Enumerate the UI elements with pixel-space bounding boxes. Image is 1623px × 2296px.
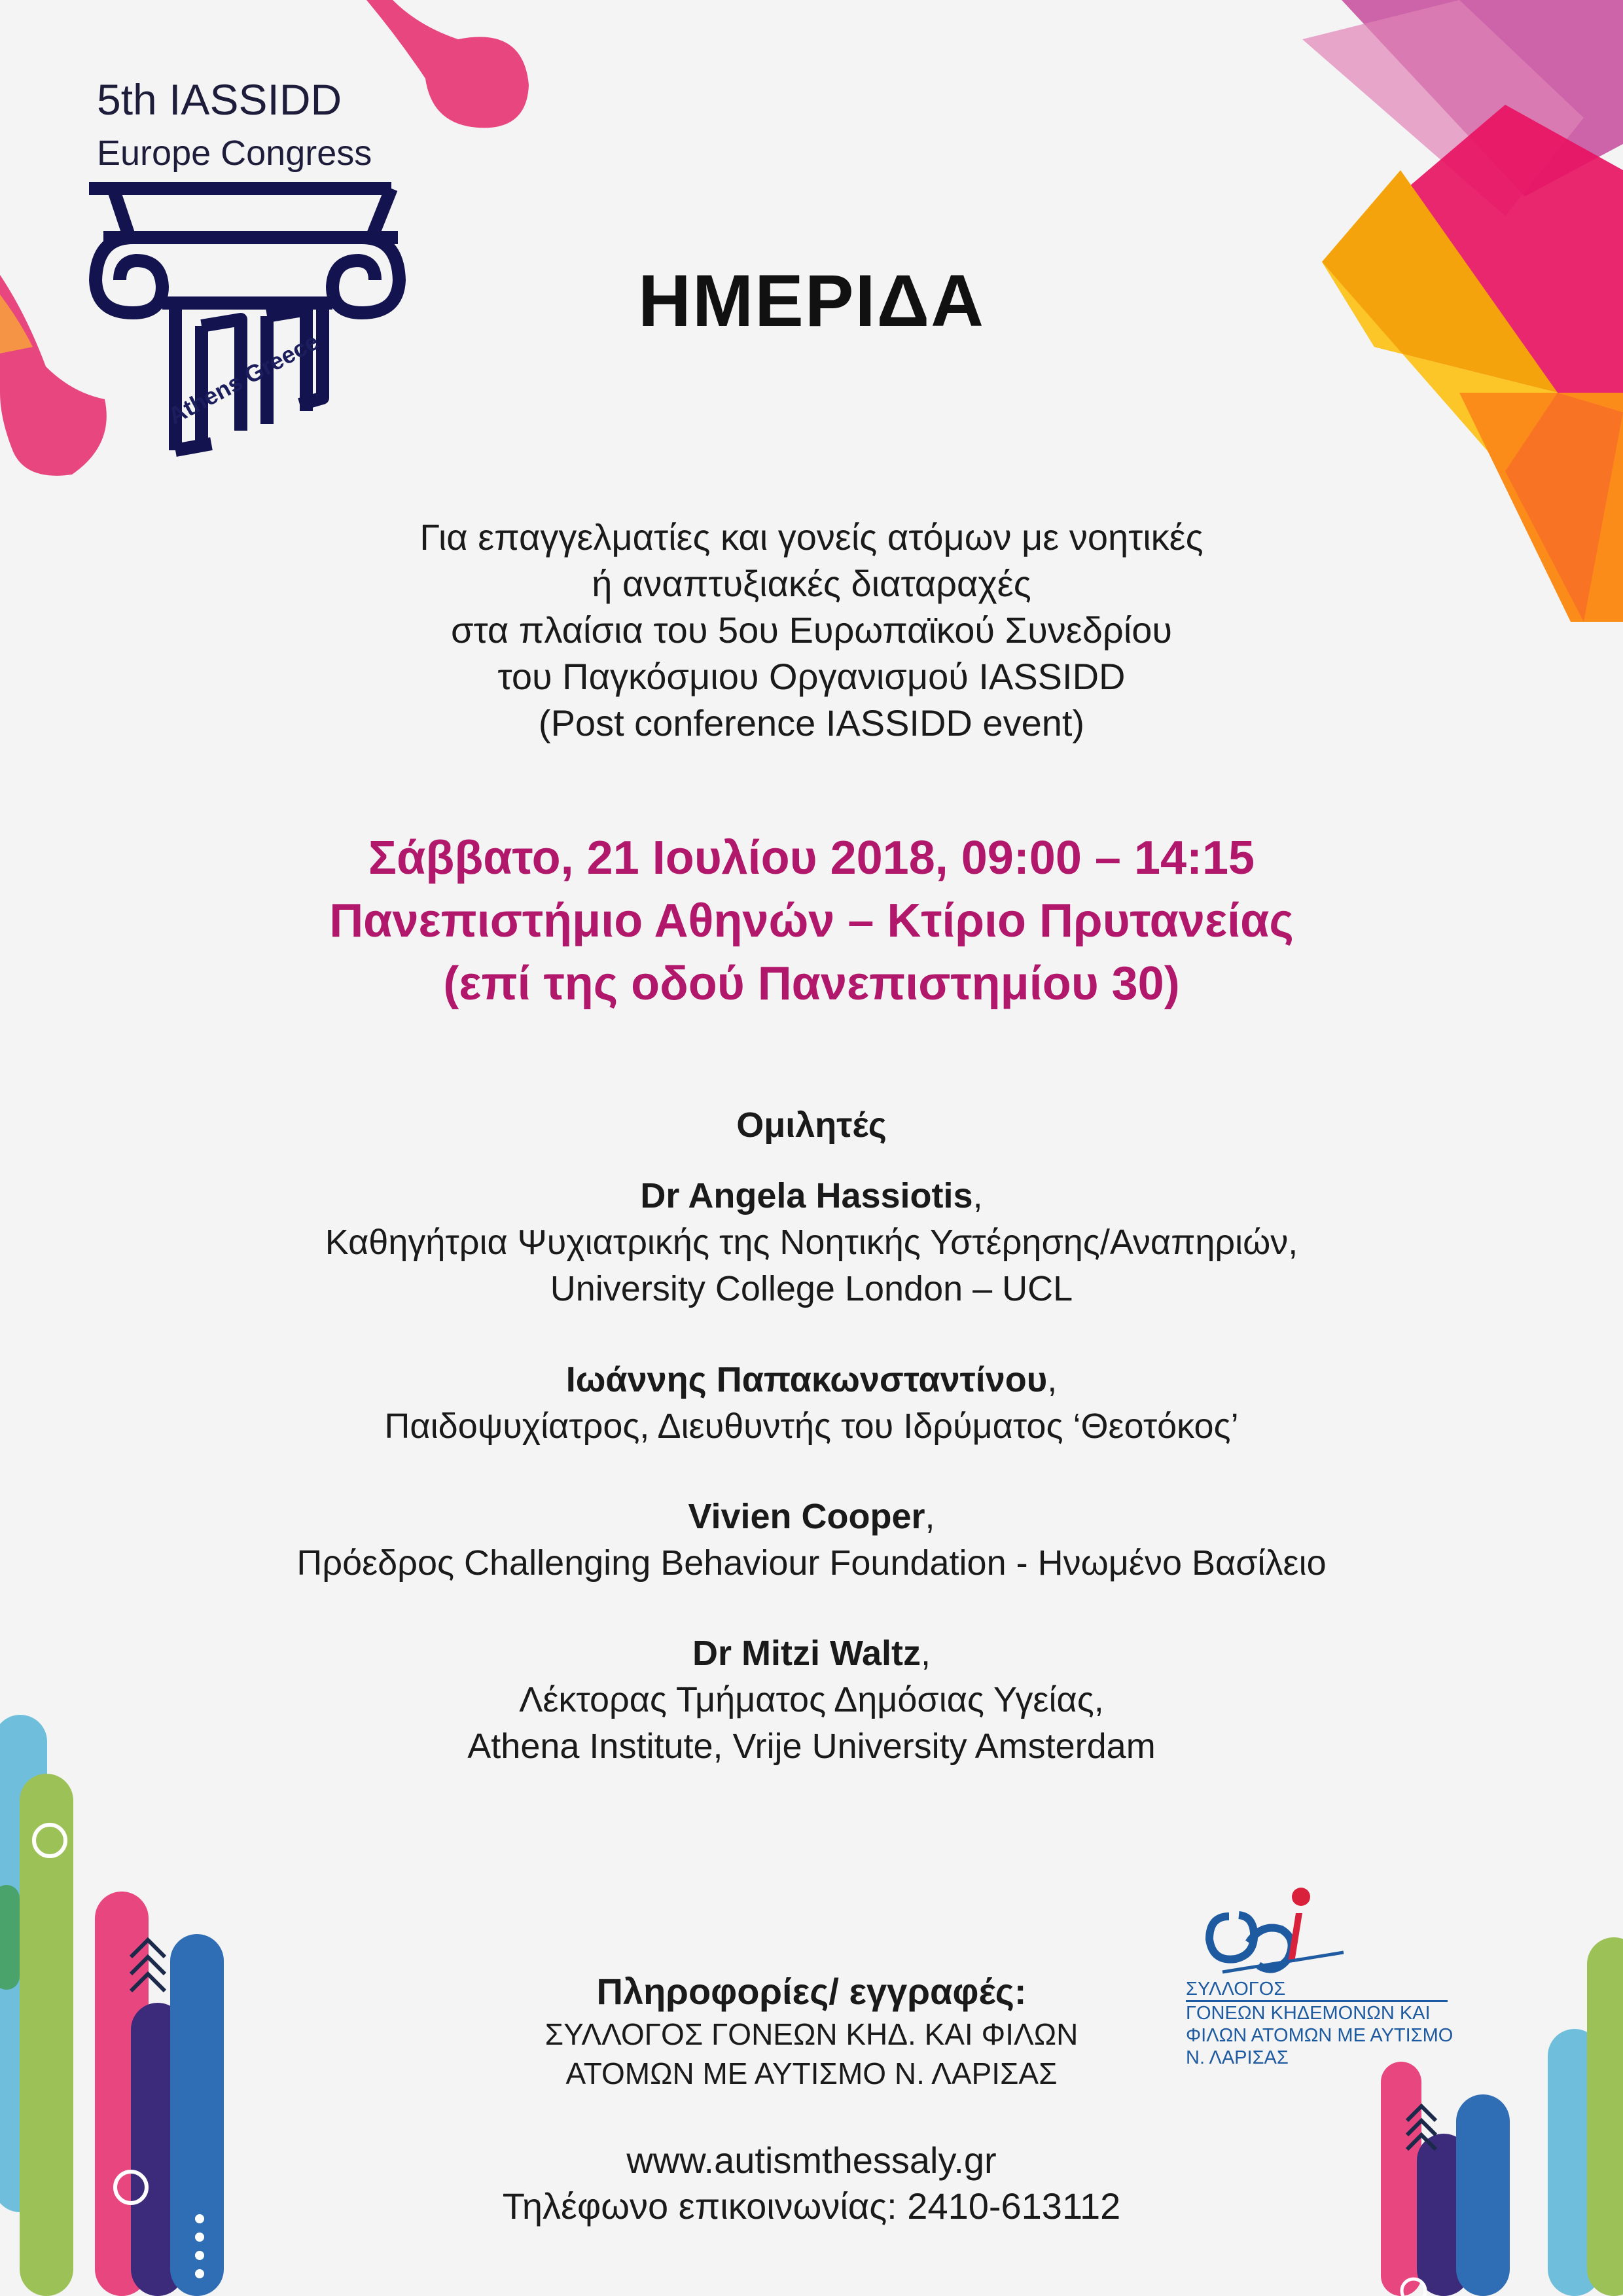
contact-section xyxy=(497,1969,1126,2229)
speaker-entry: Dr Angela Hassiotis, Καθηγήτρια Ψυχιατρικής της Νοητικής Υστέρησης/Αναπηριών, University College London – UCL xyxy=(0,1173,1623,1312)
intro-line: Για επαγγελματίες και γονείς ατόμων με νοητικές xyxy=(419,516,1204,558)
speakers-heading: Ομιλητές xyxy=(736,1105,887,1145)
logo-athens-greece: Athens Greece xyxy=(164,327,323,430)
speaker-name: Ιωάννης Παπακωνσταντίνου xyxy=(565,1360,1048,1399)
association-logo-line: ΣΥΛΛΟΓΟΣ xyxy=(1186,1978,1448,2002)
association-logo-line: ΦΙΛΩΝ ΑΤΟΜΩΝ ΜΕ ΑΥΤΙΣΜΟ xyxy=(1186,2025,1454,2046)
contact-org-line: ΑΤΟΜΩΝ ΜΕ ΑΥΤΙΣΜΟ Ν. ΛΑΡΙΣΑΣ xyxy=(565,2056,1058,2090)
event-address: (επί της οδού Πανεπιστημίου 30) xyxy=(443,958,1180,1010)
event-venue: Πανεπιστήμιο Αθηνών – Κτίριο Πρυτανείας xyxy=(329,895,1294,947)
association-logo-line: Ν. ΛΑΡΙΣΑΣ xyxy=(1186,2047,1289,2068)
contact-heading: Πληροφορίες/ εγγραφές: xyxy=(596,1971,1027,2012)
speaker-name: Dr Angela Hassiotis xyxy=(640,1176,973,1215)
speaker-detail: Παιδοψυχίατρος, Διευθυντής του Ιδρύματος ‘Θεοτόκος’ xyxy=(384,1407,1239,1446)
intro-line: στα πλαίσια του 5ου Ευρωπαϊκού Συνεδρίου xyxy=(450,609,1172,651)
speaker-entry: Dr Mitzi Waltz, Λέκτορας Τμήματος Δημόσιας Υγείας, Athena Institute, Vrije University Amsterdam xyxy=(0,1630,1623,1770)
contact-website-link[interactable]: www.autismthessaly.gr xyxy=(626,2140,997,2181)
speaker-entry: Vivien Cooper, Πρόεδρος Challenging Behaviour Foundation - Ηνωμένο Βασίλειο xyxy=(0,1494,1623,1587)
association-logo-line: ΓΟΝΕΩΝ ΚΗΔΕΜΟΝΩΝ ΚΑΙ xyxy=(1186,2003,1431,2024)
autism-association-logo-icon xyxy=(1183,1877,1380,1982)
speaker-detail: University College London – UCL xyxy=(550,1269,1073,1308)
speaker-name: Vivien Cooper xyxy=(688,1497,925,1536)
speaker-name: Dr Mitzi Waltz xyxy=(692,1634,921,1673)
logo-subtitle: Europe Congress xyxy=(97,134,372,173)
contact-org-line: ΣΥΛΛΟΓΟΣ ΓΟΝΕΩΝ ΚΗΔ. ΚΑΙ ΦΙΛΩΝ xyxy=(544,2017,1079,2051)
speaker-detail: Πρόεδρος Challenging Behaviour Foundation - Ηνωμένο Βασίλειο xyxy=(296,1543,1327,1583)
intro-line: ή αναπτυξιακές διαταραχές xyxy=(592,563,1031,604)
intro-line: του Παγκόσμιου Οργανισμού IASSIDD xyxy=(497,656,1126,697)
intro-line: (Post conference IASSIDD event) xyxy=(538,702,1085,744)
contact-phone: Τηλέφωνο επικοινωνίας: 2410-613112 xyxy=(502,2185,1121,2227)
event-date-time: Σάββατο, 21 Ιουλίου 2018, 09:00 – 14:15 xyxy=(368,832,1255,884)
association-logo-text xyxy=(1186,1978,1453,2069)
speaker-detail: Καθηγήτρια Ψυχιατρικής της Νοητικής Υστέρησης/Αναπηριών, xyxy=(325,1223,1298,1262)
speaker-detail: Athena Institute, Vrije University Amsterdam xyxy=(467,1727,1156,1766)
event-title: ΗΜΕΡΙΔΑ xyxy=(637,260,986,342)
speaker-detail: Λέκτορας Τμήματος Δημόσιας Υγείας, xyxy=(519,1680,1104,1719)
speaker-entry: Ιωάννης Παπακωνσταντίνου, Παιδοψυχίατρος, Διευθυντής του Ιδρύματος ‘Θεοτόκος’ xyxy=(0,1357,1623,1450)
logo-title: 5th IASSIDD xyxy=(97,75,342,124)
contact-organization xyxy=(497,2015,1126,2093)
